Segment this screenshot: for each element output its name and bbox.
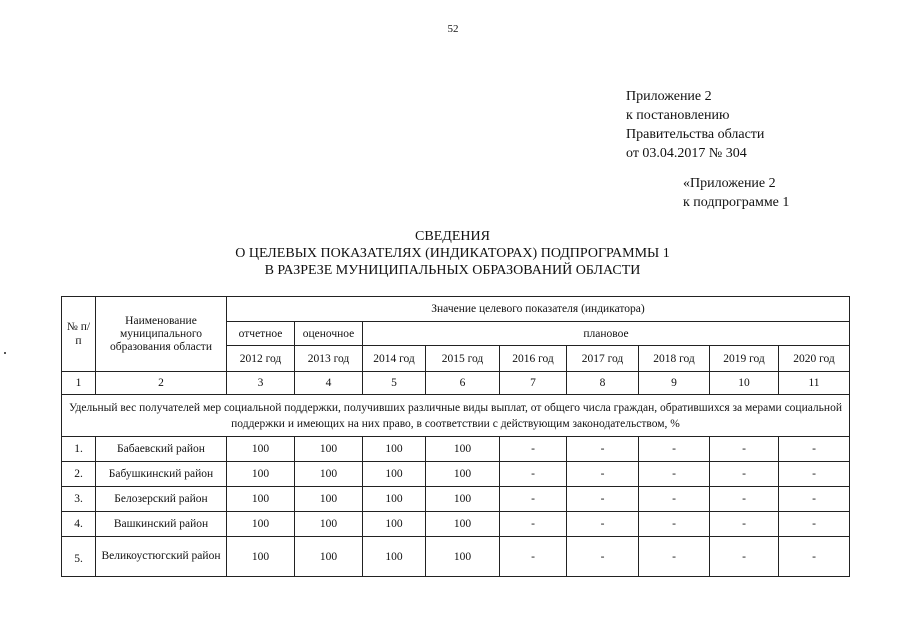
- value-cell: -: [779, 462, 850, 487]
- header-value-group: Значение целевого показателя (индикатора): [227, 297, 850, 322]
- value-cell: -: [779, 537, 850, 577]
- value-cell: 100: [363, 537, 426, 577]
- value-cell: 100: [227, 512, 295, 537]
- value-cell: -: [500, 487, 567, 512]
- indicator-group-title: Удельный вес получателей мер социальной поддержки, получивших различные виды выплат, от общего числа граждан, обратившихся за мерами социальной поддержки и имеющих на них право, в соответствии с действующим законодательством, %: [62, 395, 850, 437]
- value-cell: -: [639, 462, 710, 487]
- row-number: 5.: [62, 537, 96, 577]
- value-cell: 100: [363, 462, 426, 487]
- column-number: 10: [710, 372, 779, 395]
- page-number: 52: [447, 23, 459, 35]
- value-cell: 100: [363, 437, 426, 462]
- column-number: 3: [227, 372, 295, 395]
- municipality-name: Бабаевский район: [96, 437, 227, 462]
- subappendix-note: [683, 174, 789, 212]
- value-cell: 100: [295, 462, 363, 487]
- municipality-name: Белозерский район: [96, 487, 227, 512]
- value-cell: 100: [227, 487, 295, 512]
- header-year: 2016 год: [500, 346, 567, 372]
- value-cell: -: [500, 537, 567, 577]
- indicators-table: [61, 296, 850, 577]
- row-number: 1.: [62, 437, 96, 462]
- row-number: 4.: [62, 512, 96, 537]
- row-number: 2.: [62, 462, 96, 487]
- appendix-line: Правительства области: [626, 127, 765, 142]
- header-number: № п/п: [62, 297, 96, 372]
- value-cell: 100: [295, 437, 363, 462]
- municipality-name: Великоустюгский район: [96, 537, 227, 577]
- title-line: В РАЗРЕЗЕ МУНИЦИПАЛЬНЫХ ОБРАЗОВАНИЙ ОБЛАСТИ: [264, 263, 641, 278]
- value-cell: -: [710, 462, 779, 487]
- value-cell: -: [779, 487, 850, 512]
- value-cell: 100: [426, 512, 500, 537]
- value-cell: -: [639, 487, 710, 512]
- value-cell: -: [710, 487, 779, 512]
- value-cell: -: [710, 512, 779, 537]
- value-cell: -: [567, 437, 639, 462]
- header-year: 2020 год: [779, 346, 850, 372]
- column-number: 5: [363, 372, 426, 395]
- table-row: [62, 462, 850, 487]
- appendix-note: [626, 87, 764, 163]
- value-cell: -: [567, 512, 639, 537]
- header-year: 2012 год: [227, 346, 295, 372]
- header-reported: отчетное: [227, 322, 295, 346]
- value-cell: -: [639, 437, 710, 462]
- column-number: 4: [295, 372, 363, 395]
- row-number: 3.: [62, 487, 96, 512]
- header-year: 2019 год: [710, 346, 779, 372]
- column-number: 9: [639, 372, 710, 395]
- title-line: СВЕДЕНИЯ: [415, 229, 490, 244]
- header-year: 2015 год: [426, 346, 500, 372]
- value-cell: 100: [426, 487, 500, 512]
- appendix-line: к постановлению: [626, 108, 730, 123]
- subappendix-line: «Приложение 2: [683, 176, 776, 191]
- value-cell: 100: [295, 512, 363, 537]
- municipality-name: Бабушкинский район: [96, 462, 227, 487]
- value-cell: 100: [363, 487, 426, 512]
- value-cell: -: [639, 537, 710, 577]
- header-planned: плановое: [363, 322, 850, 346]
- value-cell: -: [567, 537, 639, 577]
- appendix-line: от 03.04.2017 № 304: [626, 146, 747, 161]
- table-row: [62, 537, 850, 577]
- municipality-name: Вашкинский район: [96, 512, 227, 537]
- value-cell: 100: [426, 537, 500, 577]
- value-cell: 100: [227, 437, 295, 462]
- column-number: 1: [62, 372, 96, 395]
- value-cell: -: [500, 437, 567, 462]
- column-number: 8: [567, 372, 639, 395]
- value-cell: -: [500, 512, 567, 537]
- value-cell: 100: [426, 437, 500, 462]
- value-cell: -: [639, 512, 710, 537]
- column-number: 2: [96, 372, 227, 395]
- value-cell: -: [710, 437, 779, 462]
- header-year: 2017 год: [567, 346, 639, 372]
- header-year: 2018 год: [639, 346, 710, 372]
- appendix-line: Приложение 2: [626, 89, 712, 104]
- value-cell: -: [779, 512, 850, 537]
- value-cell: 100: [227, 537, 295, 577]
- subappendix-line: к подпрограмме 1: [683, 195, 790, 210]
- value-cell: -: [567, 462, 639, 487]
- value-cell: -: [779, 437, 850, 462]
- table-row: [62, 437, 850, 462]
- value-cell: 100: [426, 462, 500, 487]
- header-year: 2014 год: [363, 346, 426, 372]
- title-line: О ЦЕЛЕВЫХ ПОКАЗАТЕЛЯХ (ИНДИКАТОРАХ) ПОДПРОГРАММЫ 1: [235, 246, 670, 261]
- header-estimated: оценочное: [295, 322, 363, 346]
- value-cell: 100: [227, 462, 295, 487]
- value-cell: -: [710, 537, 779, 577]
- header-municipality: Наименование муниципального образования области: [96, 297, 227, 372]
- document-title: [150, 228, 755, 279]
- value-cell: 100: [363, 512, 426, 537]
- value-cell: -: [500, 462, 567, 487]
- value-cell: -: [567, 487, 639, 512]
- column-number: 7: [500, 372, 567, 395]
- header-year: 2013 год: [295, 346, 363, 372]
- scan-speck: [4, 352, 6, 354]
- column-number: 11: [779, 372, 850, 395]
- table-row: [62, 512, 850, 537]
- table-row: [62, 487, 850, 512]
- value-cell: 100: [295, 487, 363, 512]
- column-number: 6: [426, 372, 500, 395]
- value-cell: 100: [295, 537, 363, 577]
